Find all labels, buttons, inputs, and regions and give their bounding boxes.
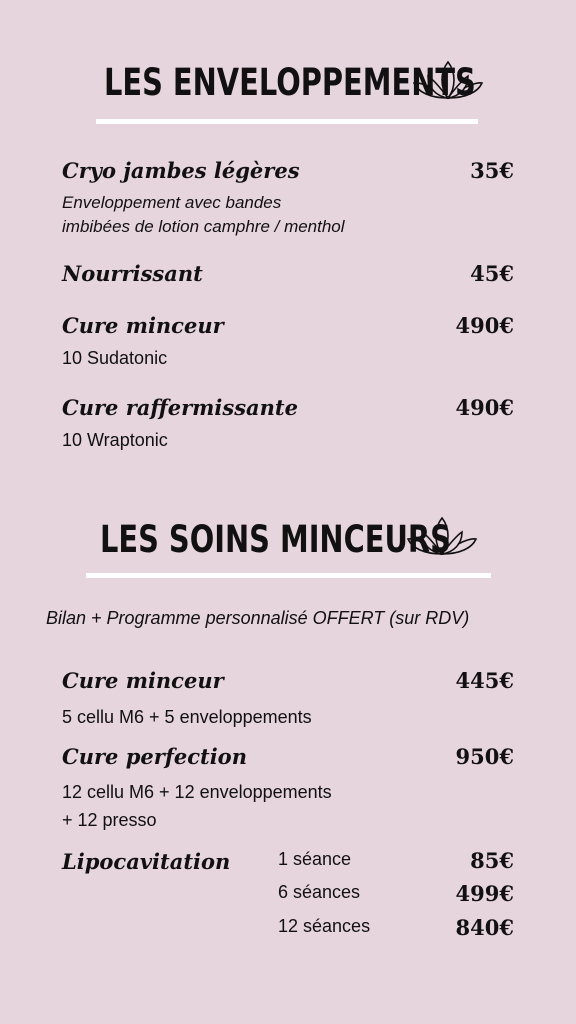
session-price: 499€ (455, 881, 514, 906)
section-divider (86, 573, 491, 578)
item-price: 445€ (455, 668, 514, 693)
session-price: 85€ (470, 848, 514, 873)
item-description: + 12 presso (62, 810, 157, 830)
item-name: Cure minceur (62, 668, 224, 693)
section-title-enveloppements: LES ENVELOPPEMENTS (104, 61, 476, 104)
lotus-icon (406, 514, 478, 562)
item-price: 35€ (470, 158, 514, 183)
section-title-soins-minceurs: LES SOINS MINCEURS (100, 518, 451, 561)
item-description: 10 Wraptonic (62, 430, 168, 450)
item-name: Cure raffermissante (62, 395, 298, 420)
item-description: 12 cellu M6 + 12 enveloppements (62, 782, 332, 802)
item-price: 490€ (455, 313, 514, 338)
item-name: Cure perfection (62, 744, 247, 769)
item-name: Cure minceur (62, 313, 224, 338)
item-price: 490€ (455, 395, 514, 420)
lotus-icon (412, 58, 484, 106)
item-price: 950€ (455, 744, 514, 769)
item-price: 45€ (470, 261, 514, 286)
intro-offer: Bilan + Programme personnalisé OFFERT (sur RDV) (46, 608, 470, 628)
session-price: 840€ (455, 915, 514, 940)
item-description: imbibées de lotion camphre / menthol (62, 217, 345, 236)
session-count: 1 séance (278, 849, 352, 869)
session-count: 12 séances (278, 916, 371, 936)
item-name: Nourrissant (62, 261, 203, 286)
item-description: 10 Sudatonic (62, 348, 168, 368)
item-name: Cryo jambes légères (62, 158, 300, 183)
section-divider (96, 119, 478, 124)
item-description: Enveloppement avec bandes (62, 193, 282, 212)
session-count: 6 séances (278, 882, 361, 902)
item-description: 5 cellu M6 + 5 enveloppements (62, 707, 312, 727)
item-name: Lipocavitation (62, 849, 231, 874)
